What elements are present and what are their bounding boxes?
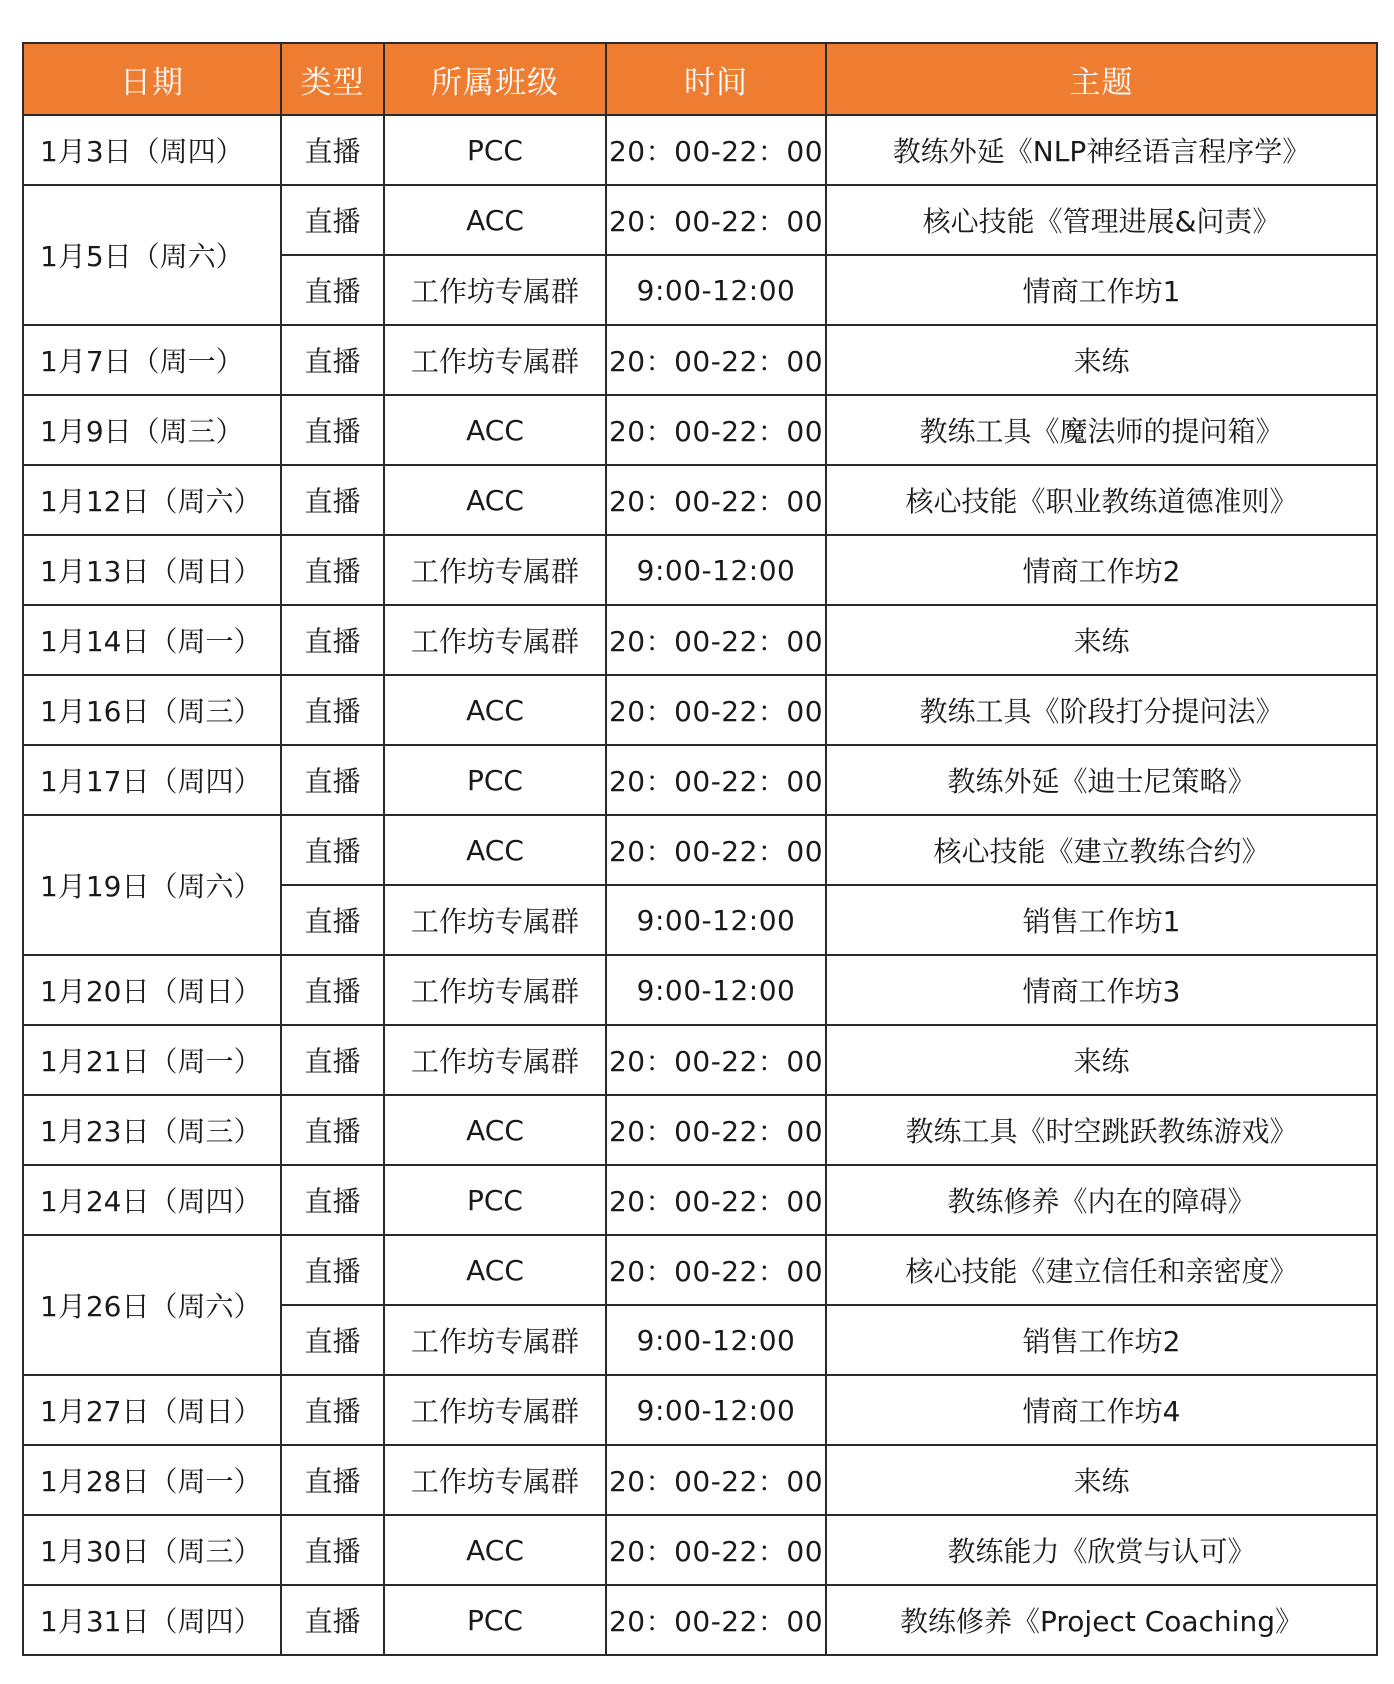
cell-class: ACC [384, 395, 606, 465]
table-row [23, 1375, 1377, 1445]
cell-type: 直播 [281, 1445, 384, 1515]
cell-topic: 核心技能《建立教练合约》 [826, 815, 1377, 885]
cell-class: PCC [384, 1165, 606, 1235]
cell-type: 直播 [281, 1515, 384, 1585]
cell-topic: 核心技能《职业教练道德准则》 [826, 465, 1377, 535]
schedule-table [22, 42, 1378, 1656]
table-row [23, 605, 1377, 675]
cell-class: PCC [384, 745, 606, 815]
table-row [23, 815, 1377, 885]
cell-type: 直播 [281, 395, 384, 465]
table-row [23, 1515, 1377, 1585]
cell-class: ACC [384, 185, 606, 255]
header-row [23, 43, 1377, 115]
cell-topic: 情商工作坊3 [826, 955, 1377, 1025]
cell-time: 9:00-12:00 [606, 255, 826, 325]
cell-class: 工作坊专属群 [384, 255, 606, 325]
cell-type: 直播 [281, 955, 384, 1025]
table-row [23, 955, 1377, 1025]
cell-class: 工作坊专属群 [384, 535, 606, 605]
cell-time: 20：00-22：00 [606, 605, 826, 675]
cell-type: 直播 [281, 1095, 384, 1165]
cell-class: ACC [384, 1095, 606, 1165]
cell-class: 工作坊专属群 [384, 1445, 606, 1515]
cell-date: 1月21日（周一） [23, 1025, 281, 1095]
cell-topic: 情商工作坊2 [826, 535, 1377, 605]
cell-date: 1月23日（周三） [23, 1095, 281, 1165]
cell-type: 直播 [281, 1165, 384, 1235]
cell-time: 20：00-22：00 [606, 185, 826, 255]
header-class: 所属班级 [384, 43, 606, 115]
table-row [23, 1095, 1377, 1165]
cell-type: 直播 [281, 115, 384, 185]
table-row [23, 1235, 1377, 1305]
cell-topic: 教练修养《Project Coaching》 [826, 1585, 1377, 1655]
cell-time: 20：00-22：00 [606, 1515, 826, 1585]
cell-type: 直播 [281, 1025, 384, 1095]
cell-type: 直播 [281, 605, 384, 675]
table-row [23, 1585, 1377, 1655]
cell-topic: 教练能力《欣赏与认可》 [826, 1515, 1377, 1585]
cell-type: 直播 [281, 815, 384, 885]
table-row [23, 1165, 1377, 1235]
cell-type: 直播 [281, 535, 384, 605]
table-body [23, 115, 1377, 1655]
cell-type: 直播 [281, 325, 384, 395]
cell-date: 1月20日（周日） [23, 955, 281, 1025]
cell-date: 1月7日（周一） [23, 325, 281, 395]
cell-time: 20：00-22：00 [606, 1165, 826, 1235]
cell-time: 20：00-22：00 [606, 815, 826, 885]
cell-date: 1月14日（周一） [23, 605, 281, 675]
cell-time: 20：00-22：00 [606, 115, 826, 185]
cell-time: 9:00-12:00 [606, 955, 826, 1025]
cell-topic: 教练工具《魔法师的提问箱》 [826, 395, 1377, 465]
cell-class: 工作坊专属群 [384, 885, 606, 955]
cell-class: ACC [384, 465, 606, 535]
table-row [23, 745, 1377, 815]
table-row [23, 185, 1377, 255]
cell-topic: 来练 [826, 1445, 1377, 1515]
cell-type: 直播 [281, 1305, 384, 1375]
cell-time: 20：00-22：00 [606, 465, 826, 535]
cell-topic: 情商工作坊4 [826, 1375, 1377, 1445]
cell-class: 工作坊专属群 [384, 1305, 606, 1375]
cell-date: 1月30日（周三） [23, 1515, 281, 1585]
cell-class: PCC [384, 1585, 606, 1655]
cell-time: 20：00-22：00 [606, 1445, 826, 1515]
cell-topic: 情商工作坊1 [826, 255, 1377, 325]
cell-date: 1月16日（周三） [23, 675, 281, 745]
header-date: 日期 [23, 43, 281, 115]
cell-topic: 教练外延《NLP神经语言程序学》 [826, 115, 1377, 185]
cell-time: 20：00-22：00 [606, 1095, 826, 1165]
cell-time: 9:00-12:00 [606, 885, 826, 955]
table-row [23, 395, 1377, 465]
cell-type: 直播 [281, 465, 384, 535]
cell-type: 直播 [281, 1235, 384, 1305]
cell-topic: 核心技能《管理进展&问责》 [826, 185, 1377, 255]
cell-date: 1月28日（周一） [23, 1445, 281, 1515]
cell-date: 1月24日（周四） [23, 1165, 281, 1235]
table-row [23, 675, 1377, 745]
cell-time: 20：00-22：00 [606, 745, 826, 815]
table-row [23, 465, 1377, 535]
cell-date: 1月13日（周日） [23, 535, 281, 605]
table-row [23, 1445, 1377, 1515]
cell-topic: 来练 [826, 325, 1377, 395]
table-row [23, 535, 1377, 605]
cell-type: 直播 [281, 675, 384, 745]
cell-topic: 教练修养《内在的障碍》 [826, 1165, 1377, 1235]
cell-time: 20：00-22：00 [606, 1025, 826, 1095]
cell-class: 工作坊专属群 [384, 605, 606, 675]
cell-date: 1月9日（周三） [23, 395, 281, 465]
cell-class: 工作坊专属群 [384, 955, 606, 1025]
cell-time: 9:00-12:00 [606, 1305, 826, 1375]
cell-topic: 来练 [826, 1025, 1377, 1095]
cell-date: 1月31日（周四） [23, 1585, 281, 1655]
cell-type: 直播 [281, 885, 384, 955]
cell-date: 1月27日（周日） [23, 1375, 281, 1445]
table-row [23, 325, 1377, 395]
cell-time: 20：00-22：00 [606, 395, 826, 465]
cell-topic: 销售工作坊2 [826, 1305, 1377, 1375]
cell-class: 工作坊专属群 [384, 1025, 606, 1095]
cell-date: 1月5日（周六） [23, 185, 281, 325]
table-row [23, 1025, 1377, 1095]
cell-time: 9:00-12:00 [606, 535, 826, 605]
cell-time: 20：00-22：00 [606, 1585, 826, 1655]
cell-topic: 教练工具《时空跳跃教练游戏》 [826, 1095, 1377, 1165]
cell-type: 直播 [281, 1585, 384, 1655]
cell-type: 直播 [281, 185, 384, 255]
table-row [23, 115, 1377, 185]
cell-class: ACC [384, 1235, 606, 1305]
cell-topic: 来练 [826, 605, 1377, 675]
cell-date: 1月19日（周六） [23, 815, 281, 955]
cell-type: 直播 [281, 1375, 384, 1445]
cell-class: ACC [384, 1515, 606, 1585]
header-type: 类型 [281, 43, 384, 115]
cell-class: PCC [384, 115, 606, 185]
cell-topic: 教练工具《阶段打分提问法》 [826, 675, 1377, 745]
cell-class: ACC [384, 815, 606, 885]
cell-time: 20：00-22：00 [606, 675, 826, 745]
cell-date: 1月26日（周六） [23, 1235, 281, 1375]
cell-time: 20：00-22：00 [606, 325, 826, 395]
cell-type: 直播 [281, 745, 384, 815]
cell-time: 9:00-12:00 [606, 1375, 826, 1445]
cell-topic: 核心技能《建立信任和亲密度》 [826, 1235, 1377, 1305]
cell-topic: 教练外延《迪士尼策略》 [826, 745, 1377, 815]
cell-topic: 销售工作坊1 [826, 885, 1377, 955]
table-header [23, 43, 1377, 115]
cell-type: 直播 [281, 255, 384, 325]
cell-date: 1月3日（周四） [23, 115, 281, 185]
cell-class: 工作坊专属群 [384, 1375, 606, 1445]
cell-class: 工作坊专属群 [384, 325, 606, 395]
header-topic: 主题 [826, 43, 1377, 115]
header-time: 时间 [606, 43, 826, 115]
cell-date: 1月12日（周六） [23, 465, 281, 535]
cell-class: ACC [384, 675, 606, 745]
cell-date: 1月17日（周四） [23, 745, 281, 815]
cell-time: 20：00-22：00 [606, 1235, 826, 1305]
